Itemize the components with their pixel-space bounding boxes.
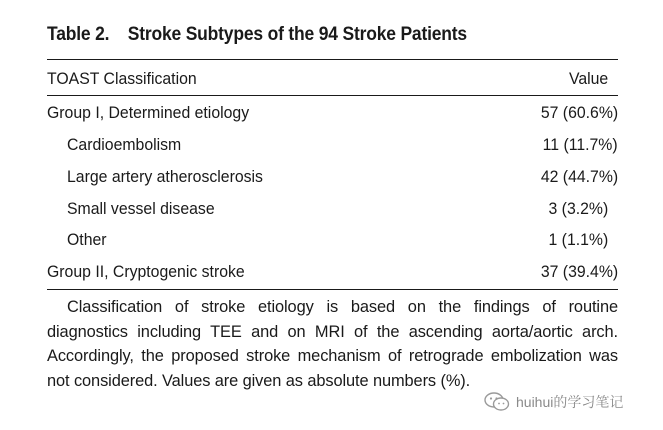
table-title-text: Stroke Subtypes of the 94 Stroke Patients	[127, 24, 467, 45]
table-row	[47, 165, 618, 189]
column-header-classification: TOAST Classification	[47, 69, 197, 88]
table-number: Table 2.	[47, 24, 110, 45]
row-value: 42 (44.7%)	[540, 167, 618, 186]
row-value: 37 (39.4%)	[540, 262, 618, 281]
table-row	[47, 133, 618, 157]
table-footnote: Classification of stroke etiology is based on the findings of routine diagnostics including TEE and on MRI of the ascending aorta/aortic arch. Accordingly, the proposed stroke mechanism of retrograde embolization was not considered. Values are given as absolute numbers (%).	[47, 298, 618, 390]
row-label: Group II, Cryptogenic stroke	[47, 262, 245, 281]
row-label: Group I, Determined etiology	[47, 103, 250, 122]
table-header-rule	[47, 95, 618, 96]
table-header-row	[47, 67, 618, 91]
row-value: 3 (3.2%)	[548, 199, 608, 218]
table-title	[47, 24, 467, 46]
table-top-rule	[47, 59, 618, 60]
table-row	[47, 260, 618, 284]
row-label: Small vessel disease	[67, 199, 215, 218]
table-bottom-rule	[47, 289, 618, 290]
table-row	[47, 228, 618, 252]
column-header-value: Value	[568, 69, 608, 88]
table-row	[47, 101, 618, 125]
table-row	[47, 197, 618, 221]
row-label: Large artery atherosclerosis	[67, 167, 263, 186]
row-value: 1 (1.1%)	[548, 230, 608, 249]
watermark-text: huihui的学习笔记	[516, 394, 624, 410]
row-label: Other	[67, 230, 107, 249]
row-value: 57 (60.6%)	[540, 103, 618, 122]
row-label: Cardioembolism	[67, 135, 182, 154]
row-value: 11 (11.7%)	[543, 135, 618, 154]
wechat-icon	[484, 392, 510, 412]
watermark	[484, 391, 623, 413]
